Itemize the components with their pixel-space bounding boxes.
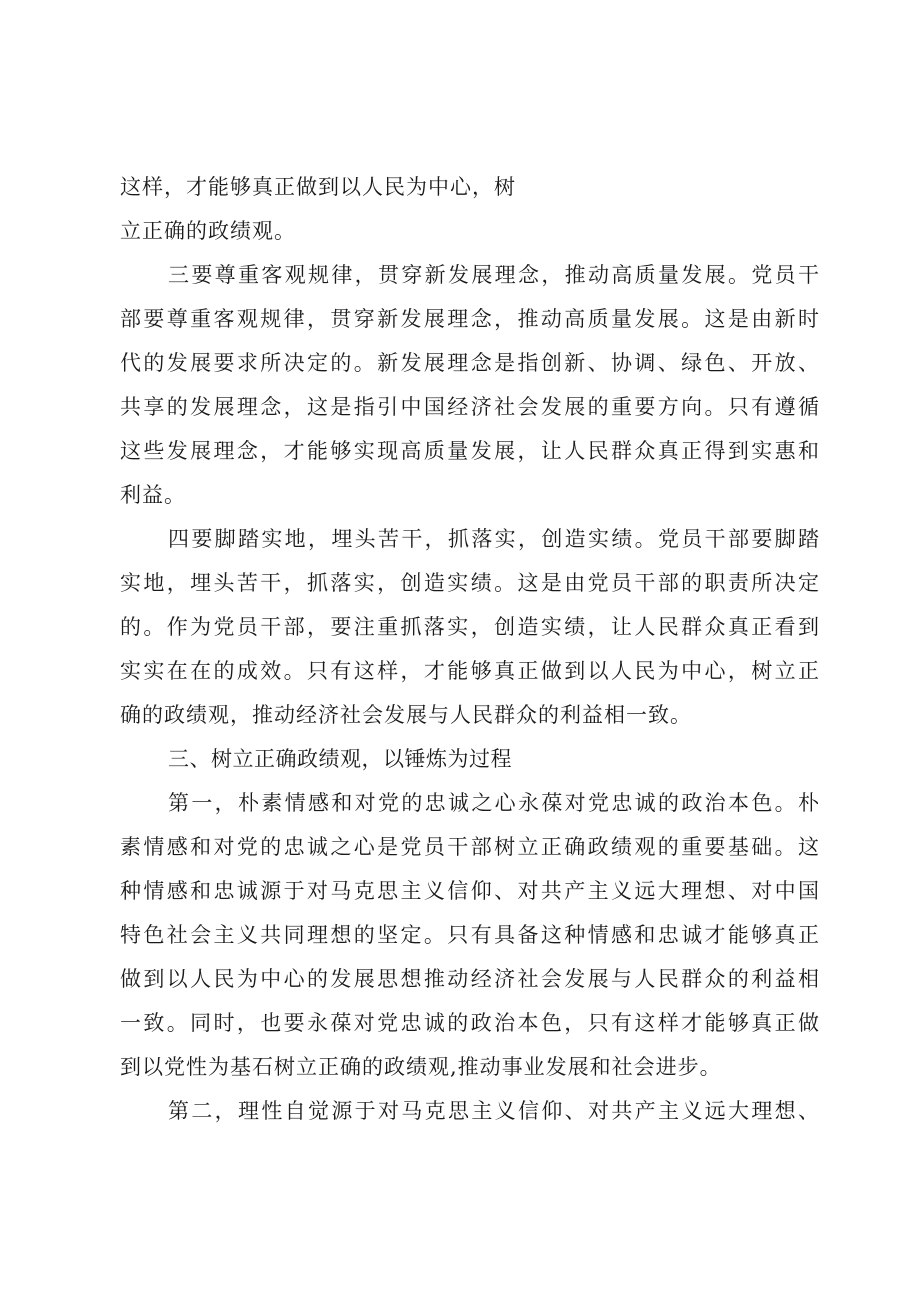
text-line: 确的政绩观，推动经济社会发展与人民群众的利益相一致。 <box>120 703 692 727</box>
text-line: 特色社会主义共同理想的坚定。只有具备这种情感和忠诚才能够真正 <box>120 923 820 947</box>
text-line: 实地，埋头苦干，抓落实，创造实绩。这是由党员干部的职责所决定 <box>120 571 820 595</box>
text-line: 这些发展理念，才能够实现高质量发展，让人民群众真正得到实惠和 <box>120 439 820 463</box>
text-line: 立正确的政绩观。 <box>120 219 296 243</box>
text-line: 第二，理性自觉源于对马克思主义信仰、对共产主义远大理想、 <box>168 1099 820 1123</box>
text-line: 的。作为党员干部，要注重抓落实，创造实绩，让人民群众真正看到 <box>120 615 820 639</box>
text-line: 第一，朴素情感和对党的忠诚之心永葆对党忠诚的政治本色。朴 <box>168 791 820 815</box>
text-line: 这样，才能够真正做到以人民为中心，树 <box>120 175 516 199</box>
text-line: 做到以人民为中心的发展思想推动经济社会发展与人民群众的利益相 <box>120 967 820 991</box>
text-line: 素情感和对党的忠诚之心是党员干部树立正确政绩观的重要基础。这 <box>120 835 820 859</box>
text-line: 到以党性为基石树立正确的政绩观,推动事业发展和社会进步。 <box>120 1055 722 1079</box>
text-line: 三要尊重客观规律，贯穿新发展理念，推动高质量发展。党员干 <box>168 263 820 287</box>
text-line: 利益。 <box>120 483 186 507</box>
text-line: 实实在在的成效。只有这样，才能够真正做到以人民为中心，树立正 <box>120 659 820 683</box>
text-line: 代的发展要求所决定的。新发展理念是指创新、协调、绿色、开放、 <box>120 351 820 375</box>
section-heading: 三、树立正确政绩观，以锤炼为过程 <box>168 747 512 771</box>
text-line: 共享的发展理念，这是指引中国经济社会发展的重要方向。只有遵循 <box>120 395 820 419</box>
text-line: 种情感和忠诚源于对马克思主义信仰、对共产主义远大理想、对中国 <box>120 879 820 903</box>
text-line: 一致。同时，也要永葆对党忠诚的政治本色，只有这样才能够真正做 <box>120 1011 820 1035</box>
text-line: 部要尊重客观规律，贯穿新发展理念，推动高质量发展。这是由新时 <box>120 307 820 331</box>
text-line: 四要脚踏实地，埋头苦干，抓落实，创造实绩。党员干部要脚踏 <box>168 527 820 551</box>
